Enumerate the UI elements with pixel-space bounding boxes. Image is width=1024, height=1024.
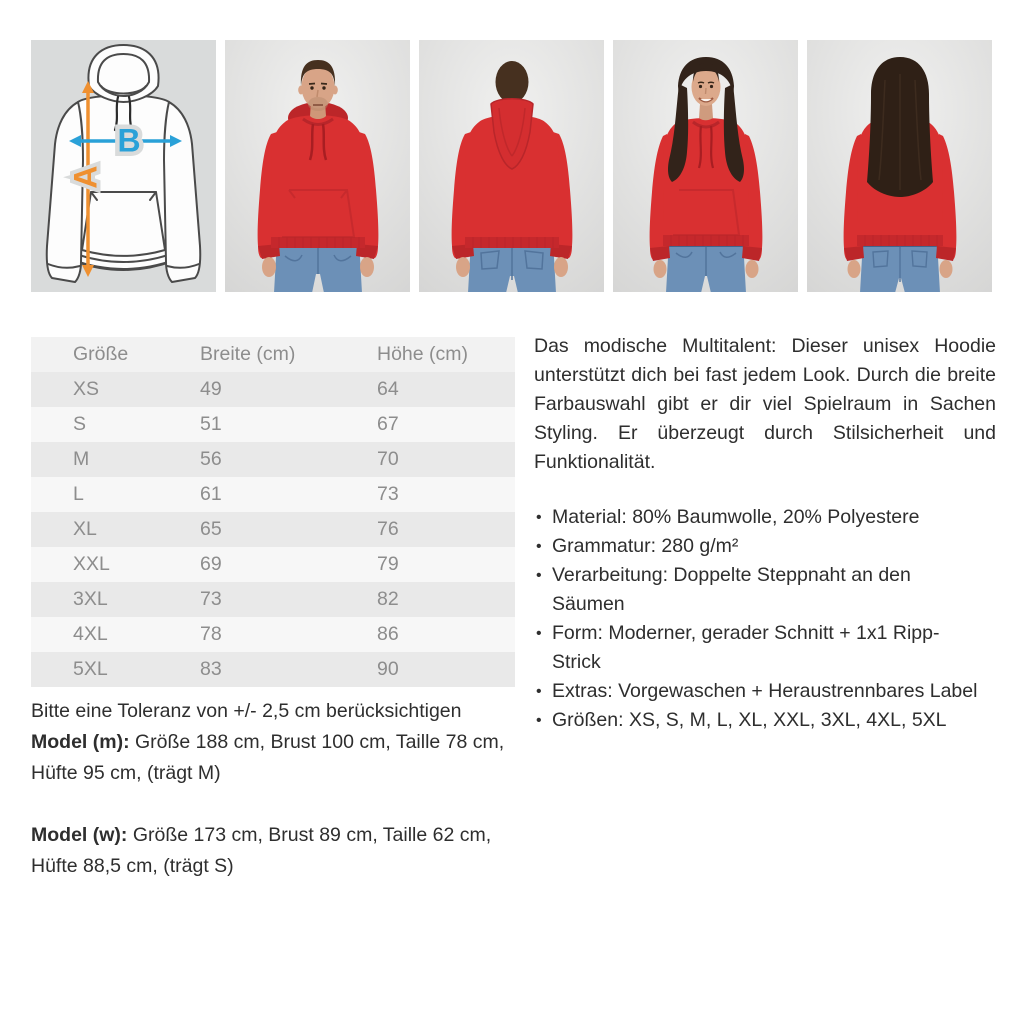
col-header-groesse: Größe (73, 343, 129, 365)
table-cell: XXL (73, 553, 110, 575)
table-row (31, 477, 515, 512)
hoodie-measurement-diagram (31, 40, 216, 292)
feature-item: • Grammatur: 280 g/m² (534, 532, 984, 561)
table-cell: 56 (200, 448, 222, 470)
table-cell: 73 (200, 588, 222, 610)
photo-man-back[interactable] (419, 40, 604, 292)
table-cell: S (73, 413, 87, 435)
table-cell: 90 (377, 658, 399, 680)
model-m-label: Model (m): (31, 731, 130, 753)
table-row (31, 512, 515, 547)
table-cell: 67 (377, 413, 399, 435)
table-row (31, 442, 515, 477)
description-intro: Das modische Multitalent: Dieser unisex Hoodie unterstützt dich bei fast jedem Look. Durch die breite Farbauswahl gibt er dir viel Spielraum in Sachen Styling. Er überzeugt durch Stilsicherheit und Funktionalität. (534, 335, 996, 473)
size-notes (31, 696, 515, 882)
table-cell: 61 (200, 483, 222, 505)
table-cell: 51 (200, 413, 222, 435)
measure-label-a: A (67, 165, 104, 189)
table-cell: 4XL (73, 623, 108, 645)
table-cell: XL (73, 518, 97, 540)
feature-item: • Extras: Vorgewaschen + Heraustrennbares Label (534, 677, 984, 706)
table-cell: 82 (377, 588, 399, 610)
table-cell: XS (73, 378, 100, 400)
table-cell: 76 (377, 518, 399, 540)
feature-item: • Verarbeitung: Doppelte Steppnaht an den Säumen (534, 561, 984, 619)
table-cell: L (73, 483, 84, 505)
model-w-text: Größe 173 cm, Brust 89 cm, Taille 62 cm, Hüfte 88,5 cm, (trägt S) (31, 824, 492, 877)
table-cell: 49 (200, 378, 222, 400)
feature-item: • Form: Moderner, gerader Schnitt + 1x1 Ripp-Strick (534, 619, 984, 677)
col-header-breite: Breite (cm) (200, 343, 296, 365)
table-cell: 69 (200, 553, 222, 575)
product-description (534, 332, 996, 735)
table-cell: 78 (200, 623, 222, 645)
size-table (31, 337, 515, 687)
table-row (31, 372, 515, 407)
product-gallery (31, 40, 992, 292)
feature-item: • Größen: XS, S, M, L, XL, XXL, 3XL, 4XL, 5XL (534, 706, 984, 735)
table-cell: 86 (377, 623, 399, 645)
table-cell: 73 (377, 483, 399, 505)
model-m-note (31, 727, 515, 789)
man-back-photo (419, 40, 604, 292)
woman-hair (867, 57, 933, 197)
size-table-header (31, 337, 515, 372)
table-row (31, 407, 515, 442)
model-w-label: Model (w): (31, 824, 128, 846)
table-row (31, 652, 515, 687)
photo-man-front[interactable] (225, 40, 410, 292)
model-m-text: Größe 188 cm, Brust 100 cm, Taille 78 cm, Hüfte 95 cm, (trägt M) (31, 731, 505, 784)
table-cell: 70 (377, 448, 399, 470)
measure-label-b: B (117, 122, 141, 159)
woman-front-photo (613, 40, 798, 292)
size-info-column (31, 337, 515, 882)
table-cell: 83 (200, 658, 222, 680)
model-w-note (31, 820, 515, 882)
table-cell: M (73, 448, 90, 470)
table-row (31, 547, 515, 582)
size-table-body (31, 372, 515, 687)
table-row (31, 582, 515, 617)
woman-back-photo (807, 40, 992, 292)
photo-woman-back[interactable] (807, 40, 992, 292)
feature-item: • Material: 80% Baumwolle, 20% Polyestere (534, 503, 984, 532)
tolerance-note: Bitte eine Toleranz von +/- 2,5 cm berücksichtigen (31, 700, 462, 722)
feature-list (534, 503, 984, 735)
table-cell: 3XL (73, 588, 108, 610)
col-header-hoehe: Höhe (cm) (377, 343, 469, 365)
table-cell: 65 (200, 518, 222, 540)
measurement-diagram-image[interactable] (31, 40, 216, 292)
photo-woman-front[interactable] (613, 40, 798, 292)
table-cell: 79 (377, 553, 399, 575)
table-cell: 5XL (73, 658, 108, 680)
man-front-photo (225, 40, 410, 292)
table-cell: 64 (377, 378, 399, 400)
table-row (31, 617, 515, 652)
